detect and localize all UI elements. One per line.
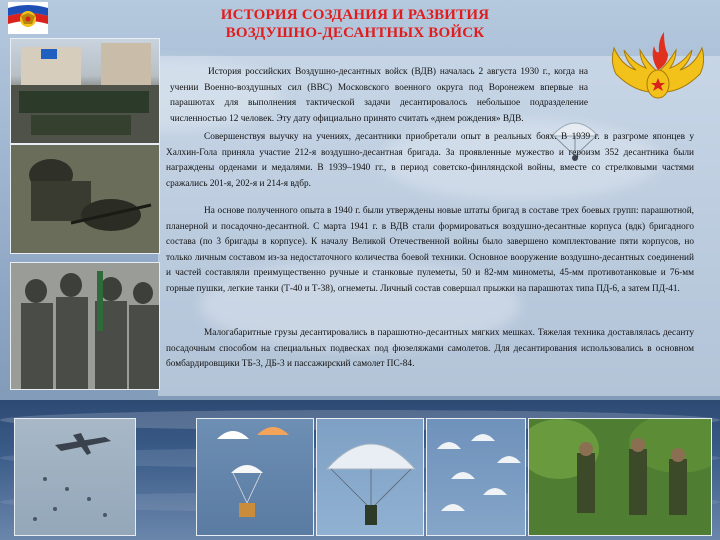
forest-soldiers-photo	[528, 418, 712, 536]
paragraph-cargo-delivery: Малогабаритные грузы десантировались в парашютно-десантных мягких мешках. Тяжелая техника доставлялась десанту посадочным способом на специальных подвесках под фюзеляжами самолетов. Для десантирования использовались в основном бомбардировщики ТБ-3, ДБ-3 и пассажирский самолет ПС-84.	[166, 328, 694, 369]
paragraph-new-structure: На основе полученного опыта в 1940 г. были утверждены новые штаты бригад в составе трех боевых групп: парашютной, планерной и посадочно-десантной. С марта 1941 г. в ВДВ стали формироваться воздушно-десантные корпуса (вдк) бригадного состава (по 3 бригады в корпусе). К началу Великой Отечественной войны было завершено комплектование пяти корпусов, но только личным составом из-за недостаточного количества боевой техники. Основное вооружение воздушно-десантных соединений и частей составляли преимущественно ручные и станковые пулеметы, 50 и 82-мм минометы, 45-мм противотанковые и 76-мм горные пушки, легкие танки (Т-40 и Т-38), огнеметы. Личный состав совершал прыжки на парашютах типа ПД-6, а затем ПД-41.	[166, 206, 694, 294]
eagle-flag-emblem-icon	[8, 2, 48, 34]
mass-drop-photo	[426, 418, 526, 536]
parade-photo	[10, 38, 160, 144]
paragraph-combat-experience: Совершенствуя выучку на учениях, десантники приобретали опыт в реальных боях. В 1939 г. в разгроме японцев у Халхин-Гола приняла участие 212-я воздушно-десантная бригада. За проявленные мужество и героизм 352 десантника были награждены орденами и медалями. В 1939–1940 гг., в период советско-финляндской войны, вместе со стрелковыми частями сражались 201-я, 202-я и 214-я вдбр.	[166, 132, 694, 189]
officers-photo	[10, 262, 160, 390]
cargo-drop-photo	[196, 418, 314, 536]
vdv-wings-emblem-icon	[606, 22, 710, 112]
title-line-2: ВОЗДУШНО-ДЕСАНТНЫХ ВОЙСК	[225, 25, 485, 41]
page-title	[170, 6, 540, 42]
soldiers-photo	[10, 144, 160, 254]
paratrooper-photo	[316, 418, 424, 536]
paragraph-history-start: История российских Воздушно-десантных войск (ВДВ) началась 2 августа 1930 г., когда на учении Военно-воздушных сил (ВВС) Московского военного округа под Воронежем впервые на парашютах для выполнения тактической задачи десантировалось небольшое подразделение численностью 12 человек. Эту дату официально принято считать «днем рождения» ВДВ.	[170, 67, 588, 124]
title-line-1: ИСТОРИЯ СОЗДАНИЯ И РАЗВИТИЯ	[220, 7, 490, 23]
transport-plane-photo	[14, 418, 136, 536]
